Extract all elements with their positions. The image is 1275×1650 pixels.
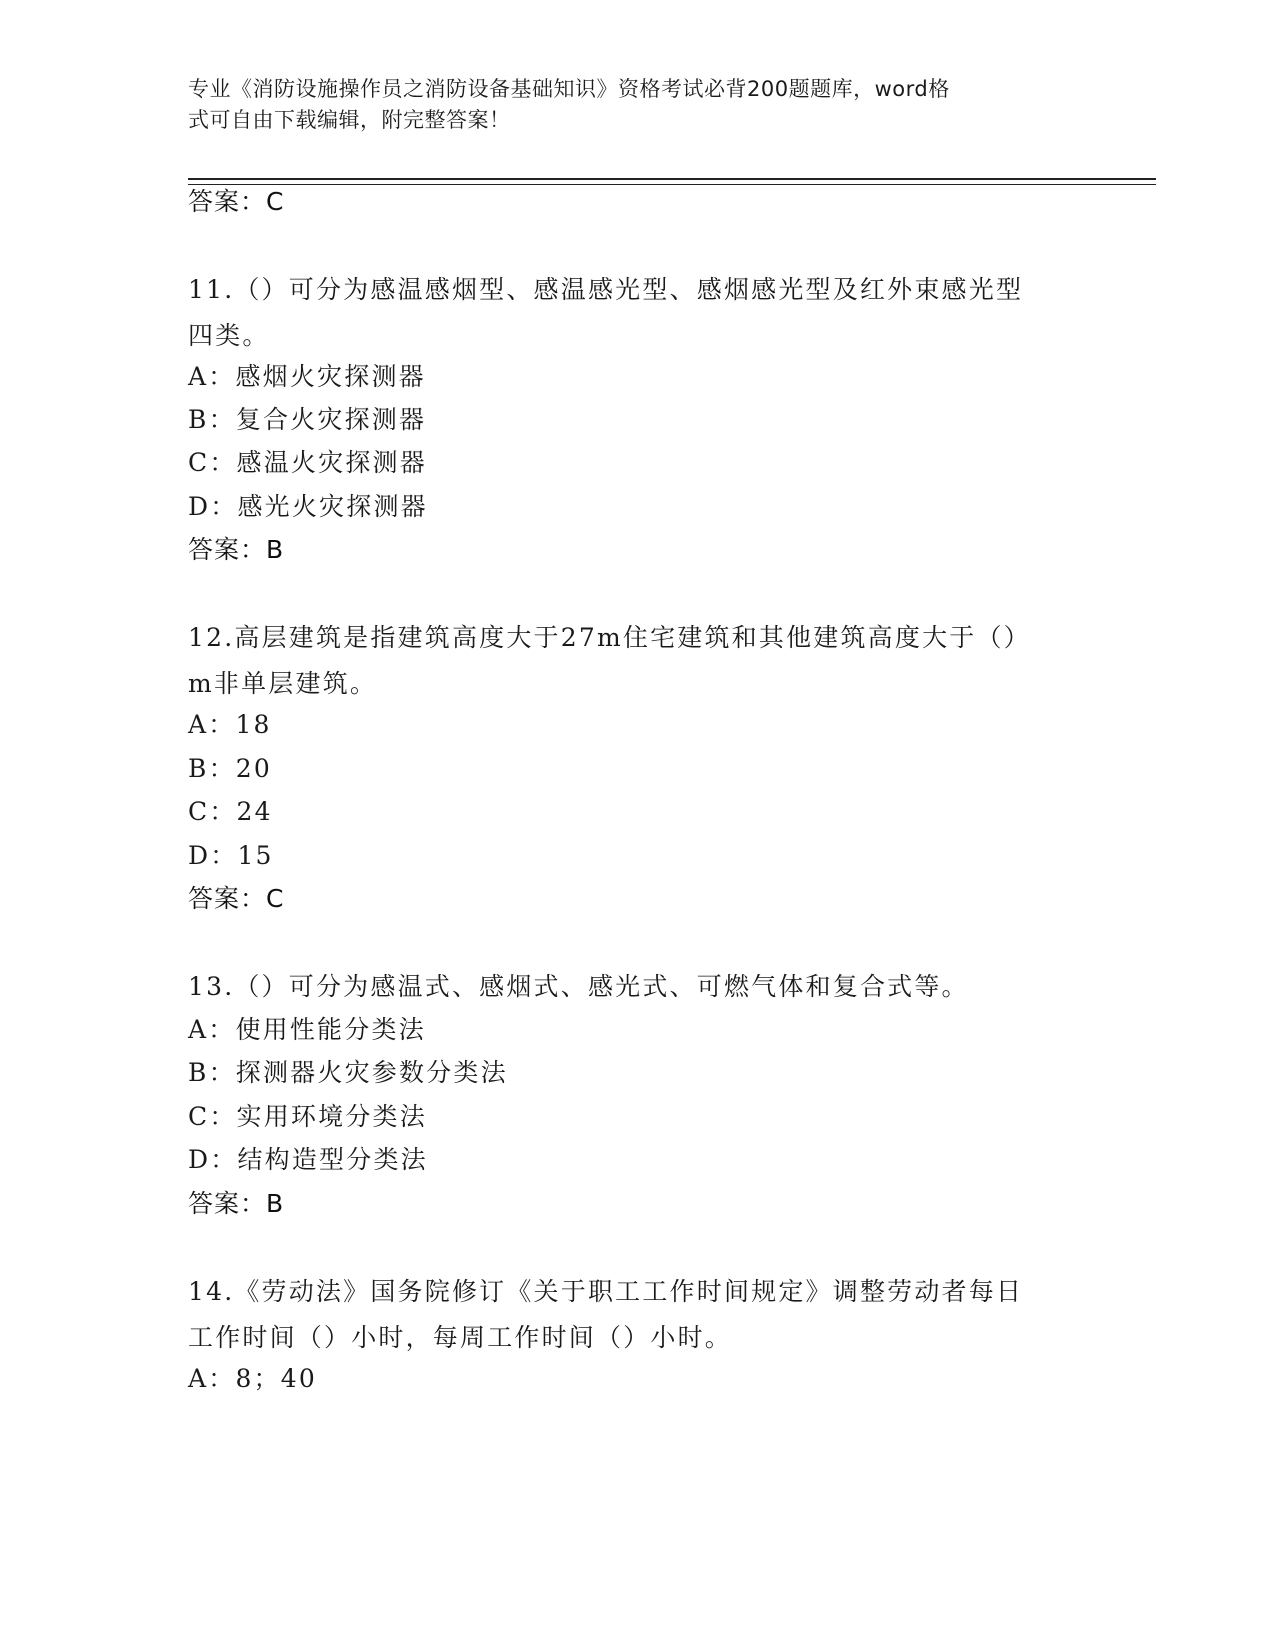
header-line-2: 式可自由下载编辑，附完整答案！	[188, 108, 511, 132]
question-11	[188, 267, 1068, 359]
question-12-line-1: 12.高层建筑是指建筑高度大于27m住宅建筑和其他建筑高度大于（）	[188, 623, 1031, 652]
question-13-option-d: D：结构造型分类法	[188, 1145, 428, 1174]
question-12-option-b: B：20	[188, 754, 272, 783]
question-13-option-b: B：探测器火灾参数分类法	[188, 1058, 508, 1087]
question-11-option-c: C：感温火灾探测器	[188, 448, 427, 477]
question-13	[188, 964, 1068, 1010]
question-14	[188, 1269, 1068, 1361]
question-14-line-1: 14.《劳动法》国务院修订《关于职工工作时间规定》调整劳动者每日	[188, 1277, 1024, 1306]
document-header	[188, 74, 1068, 136]
question-14-option-a: A：8；40	[188, 1364, 317, 1393]
question-11-answer: 答案：B	[188, 535, 285, 564]
header-line-1: 专业《消防设施操作员之消防设备基础知识》资格考试必背200题题库，word格	[188, 77, 950, 101]
question-11-line-2: 四类。	[188, 321, 270, 350]
question-12-answer: 答案：C	[188, 884, 285, 913]
question-11-option-a: A：感烟火灾探测器	[188, 362, 426, 391]
question-11-line-1: 11.（）可分为感温感烟型、感温感光型、感烟感光型及红外束感光型	[188, 275, 1024, 304]
question-12-line-2: m非单层建筑。	[188, 669, 378, 698]
question-12-option-d: D：15	[188, 841, 274, 870]
question-14-line-2: 工作时间（）小时，每周工作时间（）小时。	[188, 1323, 733, 1352]
question-11-option-d: D：感光火灾探测器	[188, 492, 428, 521]
question-13-answer: 答案：B	[188, 1189, 285, 1218]
question-12-option-a: A：18	[188, 710, 272, 739]
question-13-line-1: 13.（）可分为感温式、感烟式、感光式、可燃气体和复合式等。	[188, 972, 969, 1001]
question-13-option-c: C：实用环境分类法	[188, 1102, 427, 1131]
question-13-option-a: A：使用性能分类法	[188, 1015, 426, 1044]
answer-prev: 答案：C	[188, 187, 285, 216]
question-12-option-c: C：24	[188, 797, 273, 826]
question-12	[188, 615, 1068, 707]
question-11-option-b: B：复合火灾探测器	[188, 405, 427, 434]
header-divider-thick	[188, 178, 1156, 180]
header-divider-thin	[188, 184, 1156, 185]
